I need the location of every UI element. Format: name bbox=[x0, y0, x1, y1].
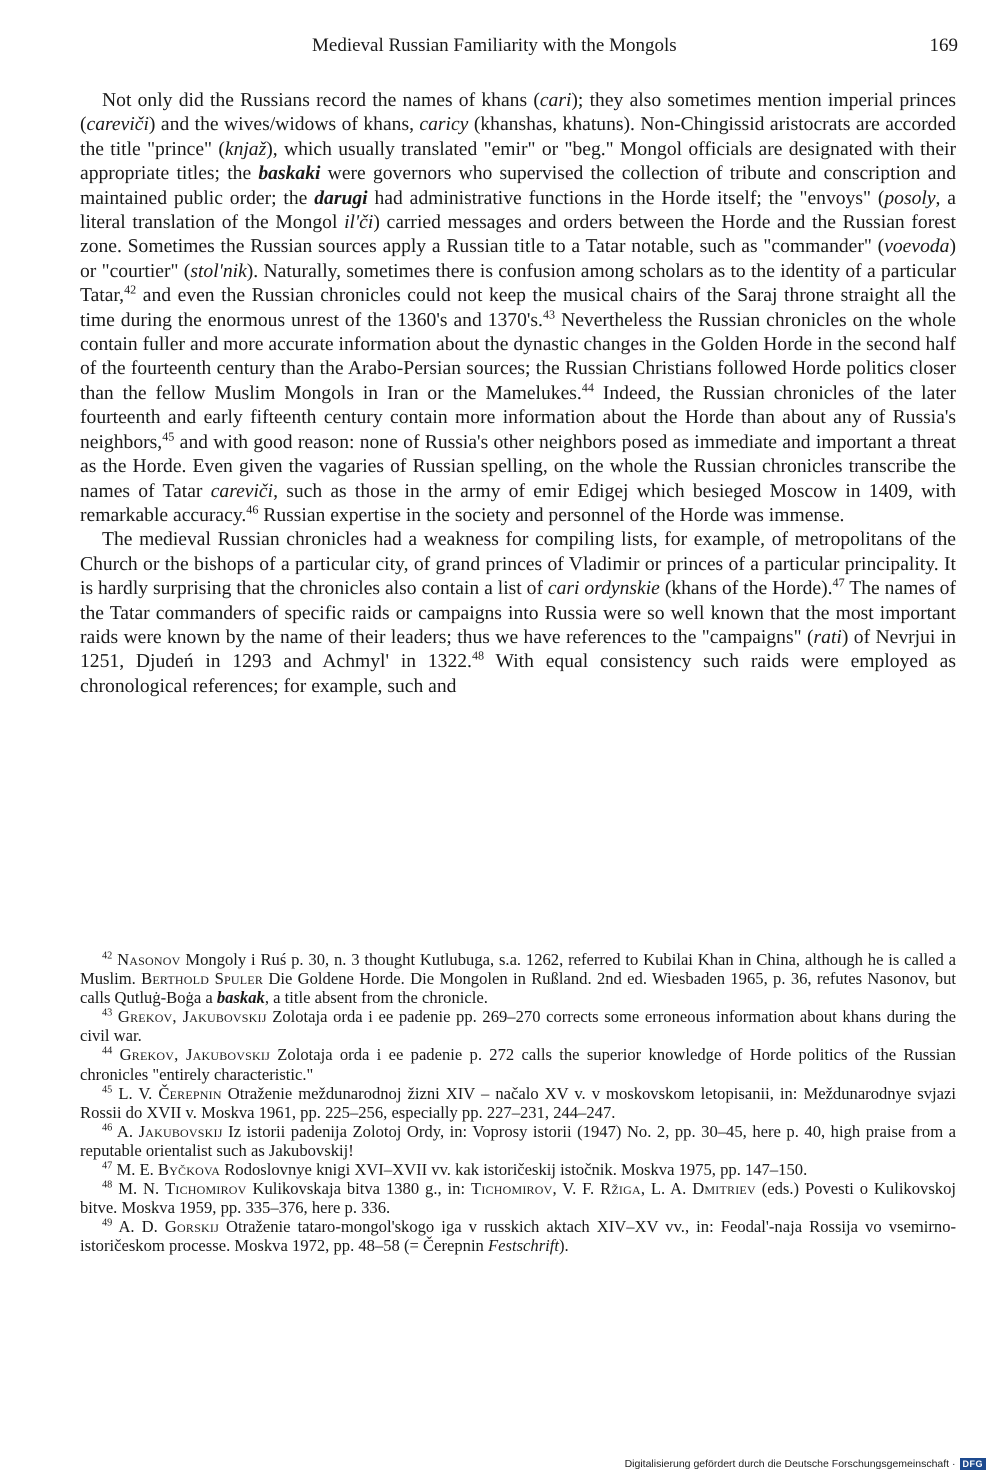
running-title: Medieval Russian Familiarity with the Mongols bbox=[312, 35, 677, 56]
italic-term: rati bbox=[813, 626, 842, 648]
paragraph-1 bbox=[80, 89, 956, 528]
text-run: ); they also sometimes mention imperial princes ( bbox=[80, 90, 956, 136]
digitization-credit bbox=[625, 1458, 986, 1470]
author-name: Gorskij bbox=[164, 1217, 219, 1237]
italic-term: baskaki bbox=[258, 163, 321, 185]
text-run: ). Naturally, sometimes there is confusion among scholars as to the identity of a particular Tatar, bbox=[80, 260, 956, 307]
footnote-49 bbox=[80, 1217, 956, 1255]
italic-term: caricy bbox=[419, 114, 469, 136]
author-name: Grekov, Jakubovskij bbox=[117, 1007, 267, 1027]
italic-term: careviči bbox=[210, 480, 274, 502]
text-run: , such as those in the army of emir Edigej which besieged Moscow in 1409, with remarkable accuracy. bbox=[80, 480, 956, 526]
text-run: Russian expertise in the society and personnel of the Horde was immense. bbox=[258, 504, 845, 526]
text-run: Nevertheless the Russian chronicles on the whole contain fuller and more accurate information about the dynastic changes in the Golden Horde in the second half of the fourteenth century than the Arabo-Persian sources; the Russian Christians followed Horde politics closer than the fellow Muslim Mongols in Iran or the Mamelukes. bbox=[80, 309, 957, 404]
running-header bbox=[80, 34, 958, 58]
footnote-46 bbox=[80, 1122, 956, 1160]
text-run: had administrative functions in the Horde itself; the "envoys" ( bbox=[367, 187, 885, 209]
italic-term: baskak bbox=[216, 988, 265, 1008]
text-run: , a literal translation of the Mongol bbox=[80, 187, 956, 234]
footnote-number: 42 bbox=[102, 950, 113, 962]
italic-term: posoly bbox=[884, 187, 936, 209]
text-run: , V. F. bbox=[552, 1179, 601, 1199]
author-name: Tichomirov bbox=[470, 1179, 553, 1199]
author-name: Grekov, Jakubovskij bbox=[119, 1045, 270, 1065]
text-run: Not only did the Russians record the names of khans ( bbox=[102, 90, 540, 111]
footnote-ref: 48 bbox=[471, 648, 485, 663]
italic-term: careviči bbox=[86, 114, 149, 136]
text-run: M. E. bbox=[116, 1160, 158, 1180]
text-run: Die Goldene Horde. Die Mongolen in Rußland. 2nd ed. Wiesbaden 1965, p. 36, refutes Nasonov, but calls Qutluġ-Boġa a bbox=[80, 969, 956, 1008]
text-run: Rodoslovnye knigi XVI–XVII vv. kak istoričeskij istočnik. Moskva 1975, pp. 147–150. bbox=[220, 1160, 808, 1180]
text-run: were governors who supervised the collection of tribute and conscription and maintained public order; the bbox=[80, 163, 956, 209]
footnote-number: 44 bbox=[102, 1045, 113, 1057]
credit-text: Digitalisierung gefördert durch die Deutsche Forschungsgemeinschaft · bbox=[624, 1458, 956, 1470]
text-run: and even the Russian chronicles could not keep the musical chairs of the Saraj throne straight all the time during the enormous unrest of the 1360's and 1370's. bbox=[80, 285, 956, 331]
author-name: Ržiga bbox=[600, 1179, 641, 1199]
footnote-ref: 45 bbox=[162, 429, 175, 444]
text-run: Zolotaja orda i ee padenie pp. 269–270 corrects some erroneous information about khans during the civil war. bbox=[80, 1007, 956, 1046]
text-run: Mongoly i Ruś p. 30, n. 3 thought Kutlubuga, s.a. 1262, referred to Kubilai Khan in China, although he is called a Muslim. bbox=[80, 950, 956, 989]
text-run: (khanshas, khatuns). Non-Chingissid aristocrats are accorded the title "prince" ( bbox=[80, 114, 956, 160]
footnote-ref: 44 bbox=[581, 380, 594, 395]
text-run: The names of the Tatar commanders of specific raids or campaigns into Russia were so well known that the most important raids were known by the name of their leaders; thus we have references to the "campaigns" ( bbox=[80, 578, 956, 648]
body-text bbox=[80, 89, 956, 699]
text-run: ), which usually translated "emir" or "beg." Mongol officials are designated with their appropriate titles; the bbox=[80, 138, 956, 185]
italic-term: knjaž bbox=[224, 138, 267, 160]
text-run: (khans of the Horde). bbox=[659, 578, 833, 600]
italic-term: Festschrift bbox=[488, 1236, 559, 1256]
author-name: Jakubovskij bbox=[138, 1121, 223, 1141]
text-run: Otraženie meždunarodnoj žizni XIV – načalo XV v. v moskovskom letopisanii, in: Meždunarodnye svjazi Rossii do XVII v. Moskva 1961, pp. 225–256, especially pp. 227–231, 244–247. bbox=[80, 1083, 956, 1122]
author-name: Tichomirov bbox=[165, 1179, 247, 1199]
author-name: Čerepnin bbox=[158, 1083, 222, 1103]
text-run: Zolotaja orda i ee padenie p. 272 calls the superior knowledge of Horde politics of the Russian chronicles "entirely characteristic." bbox=[80, 1045, 956, 1084]
footnote-43 bbox=[80, 1007, 956, 1045]
footnote-ref: 46 bbox=[246, 502, 259, 517]
text-run: ) of Nevrjui in 1251, Djudeń in 1293 and Achmyl' in 1322. bbox=[80, 626, 956, 673]
text-run: M. N. bbox=[118, 1179, 166, 1199]
text-run: , L. A. bbox=[640, 1179, 693, 1199]
italic-term: stol'nik bbox=[190, 260, 247, 282]
author-name: Dmitriev bbox=[692, 1179, 756, 1199]
footnote-45 bbox=[80, 1084, 956, 1122]
footnote-44 bbox=[80, 1045, 956, 1083]
text-run: With equal consistency such raids were employed as chronological references; for example, such and bbox=[80, 651, 956, 697]
footnote-48 bbox=[80, 1179, 956, 1217]
footnote-42 bbox=[80, 950, 956, 1007]
paragraph-2 bbox=[80, 528, 956, 699]
footnote-ref: 42 bbox=[124, 282, 137, 297]
text-run: ) or "courtier" ( bbox=[80, 236, 956, 282]
italic-term: cari ordynskie bbox=[547, 578, 660, 600]
text-run: Indeed, the Russian chronicles of the later fourteenth and early fifteenth century contain more information about the Horde than about any of Russia's neighbors, bbox=[80, 382, 956, 453]
text-run: , a title absent from the chronicle. bbox=[264, 988, 488, 1008]
footnote-number: 45 bbox=[102, 1084, 113, 1096]
author-name: Nasonov bbox=[117, 950, 181, 969]
footnote-47 bbox=[80, 1160, 956, 1179]
author-name: Byčkova bbox=[157, 1160, 221, 1180]
text-run: A. bbox=[116, 1121, 139, 1141]
text-run: ). bbox=[559, 1236, 569, 1256]
text-run: ) and the wives/widows of khans, bbox=[148, 114, 420, 136]
text-run: A. D. bbox=[118, 1217, 165, 1237]
italic-term: il'či bbox=[344, 212, 374, 234]
italic-term: cari bbox=[539, 90, 572, 111]
text-run: Otraženie tataro-mongol'skogo iga v russkich aktach XIV–XV vv., in: Feodal'-naja Rossija vo vsemirno-istoričeskom processe. Moskva 1972, pp. 48–58 (= Čerepnin bbox=[80, 1217, 957, 1256]
footnote-ref: 47 bbox=[832, 575, 845, 590]
footnote-number: 49 bbox=[102, 1217, 113, 1229]
text-run: The medieval Russian chronicles had a weakness for compiling lists, for example, of metropolitans of the Church or the bishops of a particular city, of grand princes of Vladimir or princes of a particular principality. It is hardly surprising that the chronicles also contain a list of bbox=[80, 529, 956, 600]
text-run: and with good reason: none of Russia's other neighbors posed as immediate and important a threat as the Horde. Even given the vagaries of Russian spelling, on the whole the Russian chronicles transcribe the names of Tatar bbox=[80, 431, 956, 502]
footnote-number: 46 bbox=[102, 1122, 113, 1134]
text-run: L. V. bbox=[118, 1083, 159, 1103]
footnote-number: 43 bbox=[102, 1007, 113, 1019]
text-run: Iz istorii padenija Zolotoj Ordy, in: Voprosy istorii (1947) No. 2, pp. 30–45, here p. 40, high praise from a reputable orientalist such as Jakubovskij! bbox=[80, 1121, 957, 1160]
footnotes bbox=[80, 950, 956, 1256]
footnote-number: 47 bbox=[102, 1160, 113, 1172]
italic-term: voevoda bbox=[884, 236, 950, 258]
author-name: Berthold Spuler bbox=[141, 969, 264, 989]
dfg-logo: DFG bbox=[960, 1458, 987, 1470]
italic-term: darugi bbox=[314, 187, 368, 209]
text-run: Kulikovskaja bitva 1380 g., in: bbox=[246, 1179, 471, 1199]
text-run: ) carried messages and orders between the Horde and the Russian forest zone. Sometimes the Russian sources apply a Russian title to a Tatar notable, such as "commander" ( bbox=[80, 212, 956, 258]
footnote-number: 48 bbox=[102, 1179, 113, 1191]
footnote-ref: 43 bbox=[542, 307, 556, 322]
text-run: (eds.) Povesti o Kulikovskoj bitve. Moskva 1959, pp. 335–376, here p. 336. bbox=[80, 1179, 956, 1218]
page-number: 169 bbox=[929, 35, 958, 56]
